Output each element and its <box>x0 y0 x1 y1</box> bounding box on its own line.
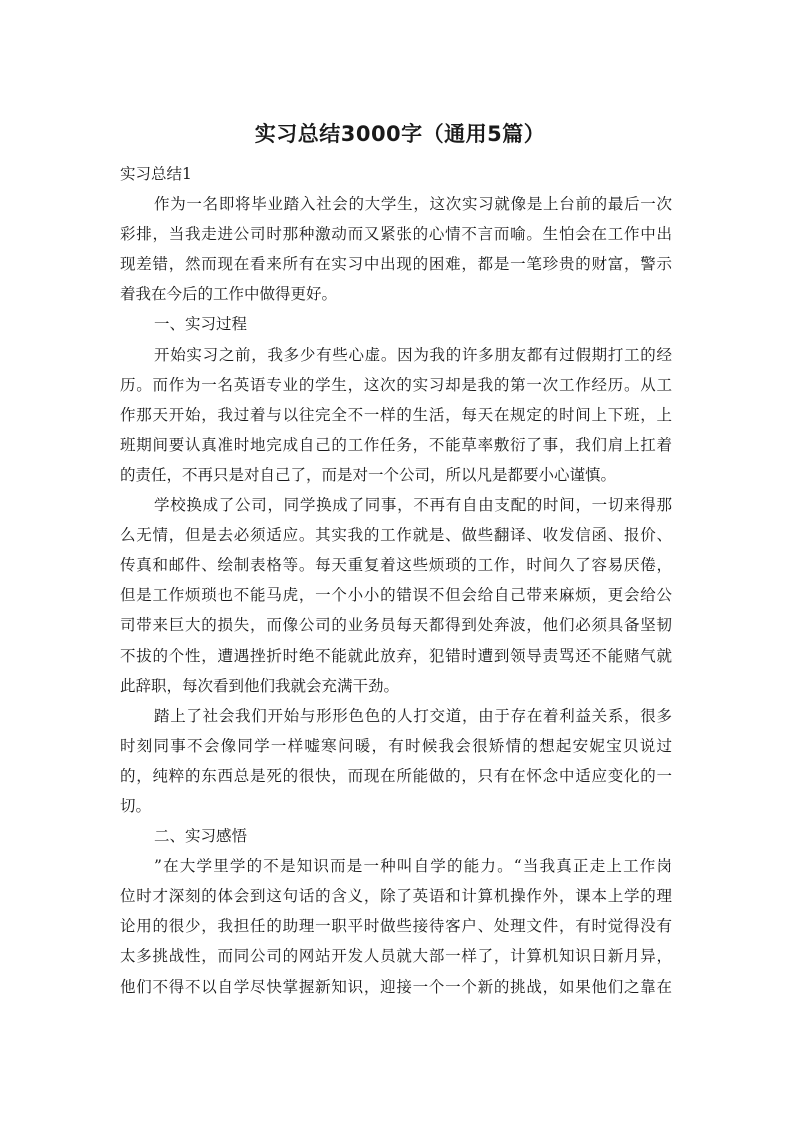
text-line: 学校换成了公司，同学换成了同事，不再有自由支配的时间，一切来得那 <box>154 496 672 515</box>
text-line: 传真和邮件、绘制表格等。每天重复着这些烦琐的工作，时间久了容易厌倦， <box>120 556 672 575</box>
text-line: 此辞职，每次看到他们我就会充满干劲。 <box>120 676 400 695</box>
text-line: 作为一名即将毕业踏入社会的大学生，这次实习就像是上台前的最后一次 <box>154 195 672 214</box>
text-line: 不拔的个性，遭遇挫折时绝不能就此放弃，犯错时遭到领导责骂还不能赌气就 <box>120 646 672 665</box>
text-line: 时刻同事不会像同学一样嘘寒问暖，有时候我会很矫情的想起安妮宝贝说过 <box>120 736 672 755</box>
text-line: 踏上了社会我们开始与形形色色的人打交道，由于存在着利益关系，很多 <box>154 706 672 725</box>
text-line: 但是工作烦琐也不能马虎，一个小小的错误不但会给自己带来麻烦，更会给公 <box>120 586 672 605</box>
text-line: 一、实习过程 <box>154 315 248 334</box>
text-line: 现差错，然而现在看来所有在实习中出现的困难，都是一笔珍贵的财富，警示 <box>120 255 672 274</box>
text-line: 着我在今后的工作中做得更好。 <box>120 285 338 304</box>
text-line: 位时才深刻的体会到这句话的含义，除了英语和计算机操作外，课本上学的理 <box>120 887 672 906</box>
text-line: 么无情，但是去必须适应。其实我的工作就是、做些翻译、收发信函、报价、 <box>120 526 672 545</box>
text-line: 的责任，不再只是对自己了，而是对一个公司，所以凡是都要小心谨慎。 <box>120 465 617 484</box>
text-line: 他们不得不以自学尽快掌握新知识，迎接一个一个新的挑战，如果他们之靠在 <box>120 977 672 996</box>
text-line: 作那天开始，我过着与以往完全不一样的生活，每天在规定的时间上下班，上 <box>120 405 672 424</box>
document-body <box>120 159 672 1002</box>
document-title: 实习总结3000字（通用5篇） <box>254 122 546 146</box>
text-line: 班期间要认真准时地完成自己的工作任务，不能草率敷衍了事，我们肩上扛着 <box>120 435 672 454</box>
text-line: 太多挑战性，而同公司的网站开发人员就大部一样了，计算机知识日新月异， <box>120 947 672 966</box>
text-line: 司带来巨大的损失，而像公司的业务员每天都得到处奔波，他们必须具备坚韧 <box>120 616 672 635</box>
text-line: 开始实习之前，我多少有些心虚。因为我的许多朋友都有过假期打工的经 <box>154 345 672 364</box>
text-line: 二、实习感悟 <box>154 827 248 846</box>
text-line: 切。 <box>120 796 152 815</box>
text-line: 论用的很少，我担任的助理一职平时做些接待客户、处理文件，有时觉得没有 <box>120 917 672 936</box>
text-line: ”在大学里学的不是知识而是一种叫自学的能力。“当我真正走上工作岗 <box>154 857 672 876</box>
text-line: 彩排，当我走进公司时那种激动而又紧张的心情不言而喻。生怕会在工作中出 <box>120 225 672 244</box>
text-line: 历。而作为一名英语专业的学生，这次的实习却是我的第一次工作经历。从工 <box>120 375 672 394</box>
text-line: 的，纯粹的东西总是死的很快，而现在所能做的，只有在怀念中适应变化的一 <box>120 766 672 785</box>
text-line: 实习总结1 <box>120 165 192 183</box>
